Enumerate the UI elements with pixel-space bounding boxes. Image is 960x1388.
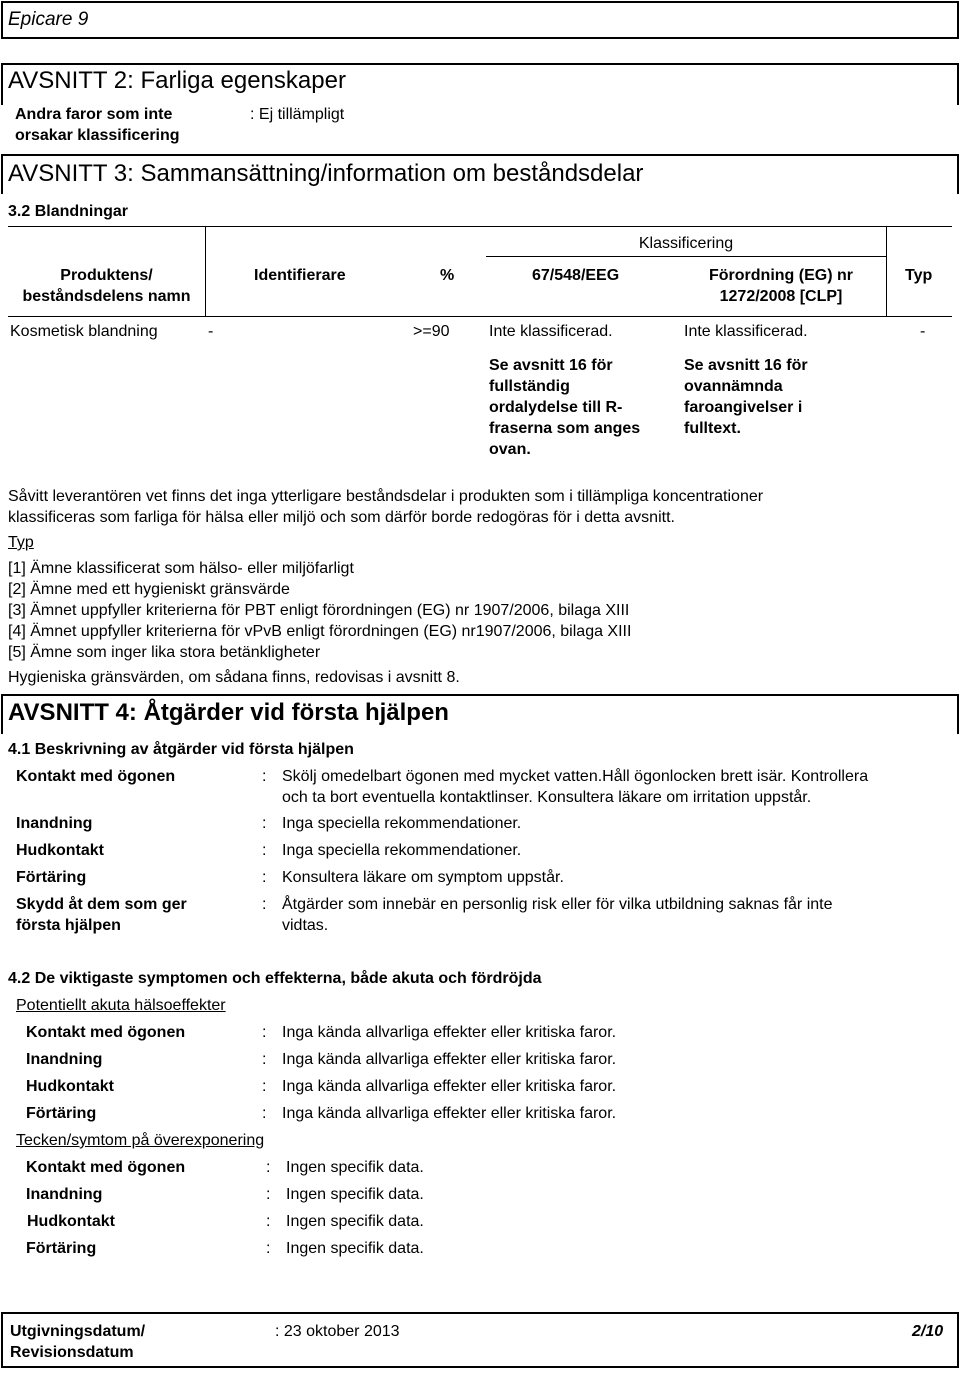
typ-heading: Typ <box>8 534 34 551</box>
table-top-rule <box>8 226 952 227</box>
symptom-label: Kontakt med ögonen <box>26 1159 186 1176</box>
fa-label-protection-line2: första hjälpen <box>16 917 121 934</box>
klassificering-heading: Klassificering <box>638 235 734 252</box>
note-clp-line: ovannämnda <box>684 378 783 395</box>
note-eeg-line: fullständig <box>489 378 570 395</box>
fa-value-skin: Inga speciella rekommendationer. <box>282 842 522 859</box>
section4-title: AVSNITT 4: Åtgärder vid första hjälpen <box>8 699 449 726</box>
fa-colon: : <box>262 842 267 859</box>
fa-colon: : <box>262 815 267 832</box>
typ-item: [3] Ämnet uppfyller kriterierna för PBT enligt förordningen (EG) nr 1907/2006, bilaga XIII <box>8 602 630 619</box>
fa-value-eyes-line2: och ta bort eventuella kontaktlinser. Konsultera läkare om irritation uppstår. <box>282 789 812 806</box>
acute-colon: : <box>262 1051 267 1068</box>
typ-item: [1] Ämne klassificerat som hälso- eller miljöfarligt <box>8 560 354 577</box>
symptom-label: Förtäring <box>26 1240 97 1257</box>
section2-label-line2: orsakar klassificering <box>15 127 180 144</box>
document-title: Epicare 9 <box>8 9 89 30</box>
fa-value-inhalation: Inga speciella rekommendationer. <box>282 815 522 832</box>
fa-value-eyes-line1: Skölj omedelbart ögonen med mycket vatten.Håll ögonlocken brett isär. Kontrollera <box>282 768 869 785</box>
col-typ: Typ <box>905 267 933 284</box>
symptom-colon: : <box>266 1186 271 1203</box>
row-eeg: Inte klassificerad. <box>489 323 613 340</box>
symptom-colon: : <box>266 1240 271 1257</box>
col-eeg: 67/548/EEG <box>532 267 620 284</box>
note-eeg-line: fraserna som anges <box>489 420 641 437</box>
col-clp-line2: 1272/2008 [CLP] <box>719 288 843 305</box>
footer-date: : 23 oktober 2013 <box>275 1323 400 1340</box>
symptom-label: Inandning <box>26 1186 103 1203</box>
col-name-line1: Produktens/ <box>60 267 153 284</box>
row-name: Kosmetisk blandning <box>10 323 158 340</box>
typ-item: [5] Ämne som inger lika stora betänkligheter <box>8 644 321 661</box>
table-divider-left <box>205 226 206 316</box>
acute-value: Inga kända allvarliga effekter eller kritiska faror. <box>282 1105 617 1122</box>
note-eeg-line: Se avsnitt 16 för <box>489 357 613 374</box>
acute-value: Inga kända allvarliga effekter eller kritiska faror. <box>282 1078 617 1095</box>
acute-colon: : <box>262 1024 267 1041</box>
fa-label-skin: Hudkontakt <box>16 842 104 859</box>
note-clp-line: Se avsnitt 16 för <box>684 357 808 374</box>
section4-sub2: 4.2 De viktigaste symptomen och effekterna, både akuta och fördröjda <box>8 970 542 987</box>
disclosure-paragraph-line2: klassificeras som farliga för hälsa eller miljö och som därför borde redogöras för i detta avsnitt. <box>8 509 675 526</box>
symptom-value: Ingen specifik data. <box>286 1186 424 1203</box>
symptom-value: Ingen specifik data. <box>286 1240 424 1257</box>
acute-value: Inga kända allvarliga effekter eller kritiska faror. <box>282 1051 617 1068</box>
col-identifierare: Identifierare <box>254 267 346 284</box>
note-eeg-line: ordalydelse till R- <box>489 399 623 416</box>
fa-colon: : <box>262 896 267 913</box>
acute-colon: : <box>262 1078 267 1095</box>
row-percent: >=90 <box>413 323 450 340</box>
col-percent: % <box>440 267 455 284</box>
col-name-line2: beståndsdelens namn <box>22 288 191 305</box>
acute-value: Inga kända allvarliga effekter eller kritiska faror. <box>282 1024 617 1041</box>
fa-value-ingestion: Konsultera läkare om symptom uppstår. <box>282 869 564 886</box>
footer-label-line2: Revisionsdatum <box>10 1344 134 1361</box>
fa-value-protection-line2: vidtas. <box>282 917 329 934</box>
section4-sub1: 4.1 Beskrivning av åtgärder vid första hjälpen <box>8 741 354 758</box>
note-clp-line: faroangivelser i <box>684 399 803 416</box>
fa-colon: : <box>262 768 267 785</box>
typ-item: [4] Ämnet uppfyller kriterierna för vPvB enligt förordningen (EG) nr1907/2006, bilaga XIII <box>8 623 632 640</box>
symptom-colon: : <box>266 1159 271 1176</box>
disclosure-paragraph-line1: Såvitt leverantören vet finns det inga ytterligare beståndsdelar i produkten som i tillämpliga koncentrationer <box>8 488 764 505</box>
section3-title: AVSNITT 3: Sammansättning/information om beståndsdelar <box>8 160 644 187</box>
row-clp: Inte klassificerad. <box>684 323 808 340</box>
symptom-heading: Tecken/symtom på överexponering <box>16 1132 265 1149</box>
symptom-colon: : <box>266 1213 271 1230</box>
acute-label: Kontakt med ögonen <box>26 1024 186 1041</box>
section2-title: AVSNITT 2: Farliga egenskaper <box>8 67 346 94</box>
section2-value: : Ej tillämpligt <box>250 106 345 123</box>
footer-label-line1: Utgivningsdatum/ <box>10 1323 146 1340</box>
acute-label: Inandning <box>26 1051 103 1068</box>
hygiene-note: Hygieniska gränsvärden, om sådana finns, redovisas i avsnitt 8. <box>8 669 460 686</box>
acute-colon: : <box>262 1105 267 1122</box>
col-clp-line1: Förordning (EG) nr <box>709 267 853 284</box>
fa-label-inhalation: Inandning <box>16 815 93 832</box>
table-header-rule <box>8 316 952 317</box>
fa-label-eyes: Kontakt med ögonen <box>16 768 176 785</box>
acute-heading: Potentiellt akuta hälsoeffekter <box>16 997 226 1014</box>
fa-colon: : <box>262 869 267 886</box>
row-typ: - <box>920 323 926 340</box>
klassificering-rule <box>486 256 886 257</box>
fa-value-protection-line1: Åtgärder som innebär en personlig risk eller för vilka utbildning saknas får inte <box>282 896 833 913</box>
fa-label-protection-line1: Skydd åt dem som ger <box>16 896 187 913</box>
page-number: 2/10 <box>912 1323 944 1340</box>
note-eeg-line: ovan. <box>489 441 531 458</box>
table-divider-right <box>886 226 887 316</box>
typ-item: [2] Ämne med ett hygieniskt gränsvärde <box>8 581 290 598</box>
symptom-value: Ingen specifik data. <box>286 1159 424 1176</box>
row-identifier: - <box>208 323 214 340</box>
symptom-value: Ingen specifik data. <box>286 1213 424 1230</box>
section3-subheading: 3.2 Blandningar <box>8 203 129 220</box>
header-box <box>1 1 959 39</box>
section2-label-line1: Andra faror som inte <box>15 106 173 123</box>
note-clp-line: fulltext. <box>684 420 741 437</box>
symptom-label: Hudkontakt <box>27 1213 115 1230</box>
acute-label: Hudkontakt <box>26 1078 114 1095</box>
acute-label: Förtäring <box>26 1105 97 1122</box>
fa-label-ingestion: Förtäring <box>16 869 87 886</box>
